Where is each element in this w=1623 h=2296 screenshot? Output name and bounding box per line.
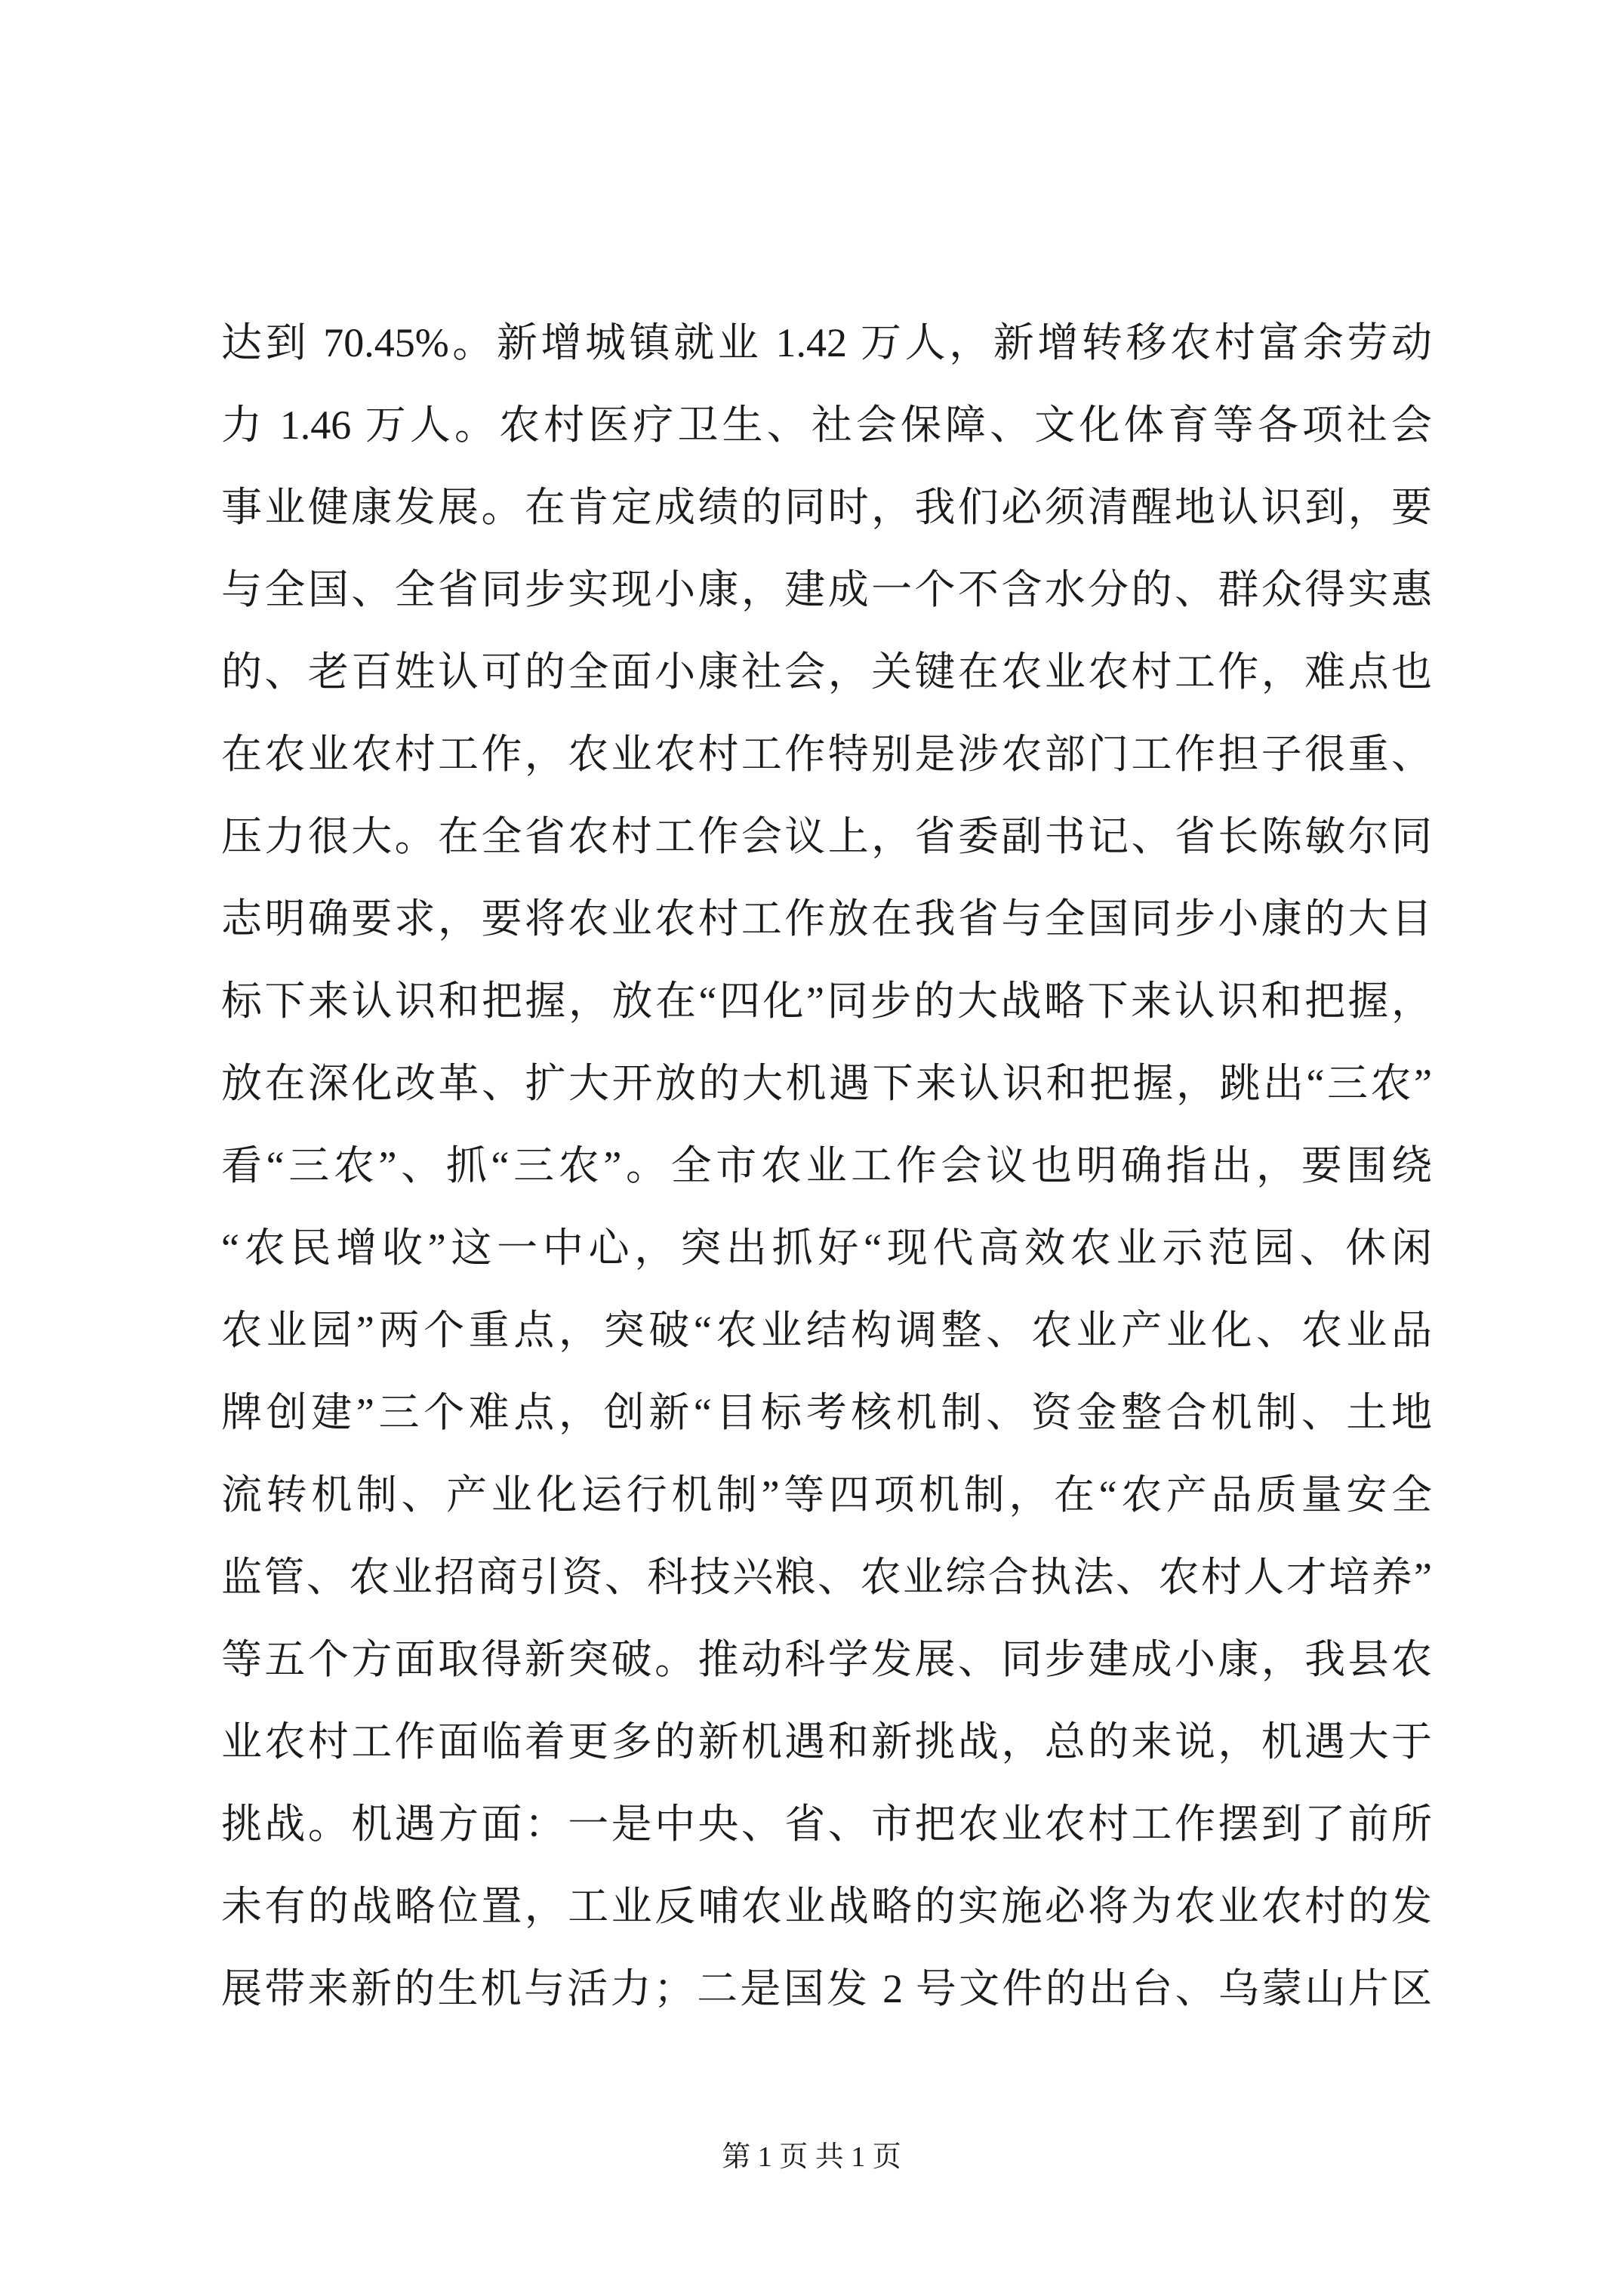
text-line: 未有的战略位置，工业反哺农业战略的实施必将为农业农村的发 [221, 1884, 1432, 1929]
text-line: 志明确要求，要将农业农村工作放在我省与全国同步小康的大目 [221, 896, 1432, 942]
text-line: 挑战。机遇方面：一是中央、省、市把农业农村工作摆到了前所 [221, 1801, 1432, 1847]
text-line: 流转机制、产业化运行机制”等四项机制，在“农产品质量安全 [221, 1472, 1432, 1518]
text-line: 在农业农村工作，农业农村工作特别是涉农部门工作担子很重、 [221, 732, 1432, 777]
body-text [221, 302, 1432, 2030]
text-line: 事业健康发展。在肯定成绩的同时，我们必须清醒地认识到，要 [221, 485, 1432, 530]
text-line: 展带来新的生机与活力；二是国发 2 号文件的出台、乌蒙山片区 [221, 1966, 1432, 2011]
text-line: 与全国、全省同步实现小康，建成一个不含水分的、群众得实惠 [221, 567, 1432, 612]
text-line: 农业园”两个重点，突破“农业结构调整、农业产业化、农业品 [221, 1308, 1432, 1353]
text-line: 牌创建”三个难点，创新“目标考核机制、资金整合机制、土地 [221, 1390, 1432, 1435]
text-line: 监管、农业招商引资、科技兴粮、农业综合执法、农村人才培养” [221, 1555, 1432, 1600]
text-line: 力 1.46 万人。农村医疗卫生、社会保障、文化体育等各项社会 [221, 402, 1432, 448]
text-line: 压力很大。在全省农村工作会议上，省委副书记、省长陈敏尔同 [221, 814, 1432, 859]
text-line: 等五个方面取得新突破。推动科学发展、同步建成小康，我县农 [221, 1637, 1432, 1682]
text-line: 达到 70.45%。新增城镇就业 1.42 万人，新增转移农村富余劳动 [221, 320, 1432, 365]
text-line: 业农村工作面临着更多的新机遇和新挑战，总的来说，机遇大于 [221, 1719, 1432, 1764]
page-number-footer: 第 1 页 共 1 页 [722, 2141, 901, 2173]
text-line: “农民增收”这一中心，突出抓好“现代高效农业示范园、休闲 [221, 1225, 1432, 1271]
text-line: 看“三农”、抓“三农”。全市农业工作会议也明确指出，要围绕 [221, 1143, 1432, 1188]
text-line: 放在深化改革、扩大开放的大机遇下来认识和把握，跳出“三农” [221, 1061, 1432, 1106]
text-line: 标下来认识和把握，放在“四化”同步的大战略下来认识和把握， [221, 978, 1432, 1024]
text-line: 的、老百姓认可的全面小康社会，关键在农业农村工作，难点也 [221, 649, 1432, 695]
